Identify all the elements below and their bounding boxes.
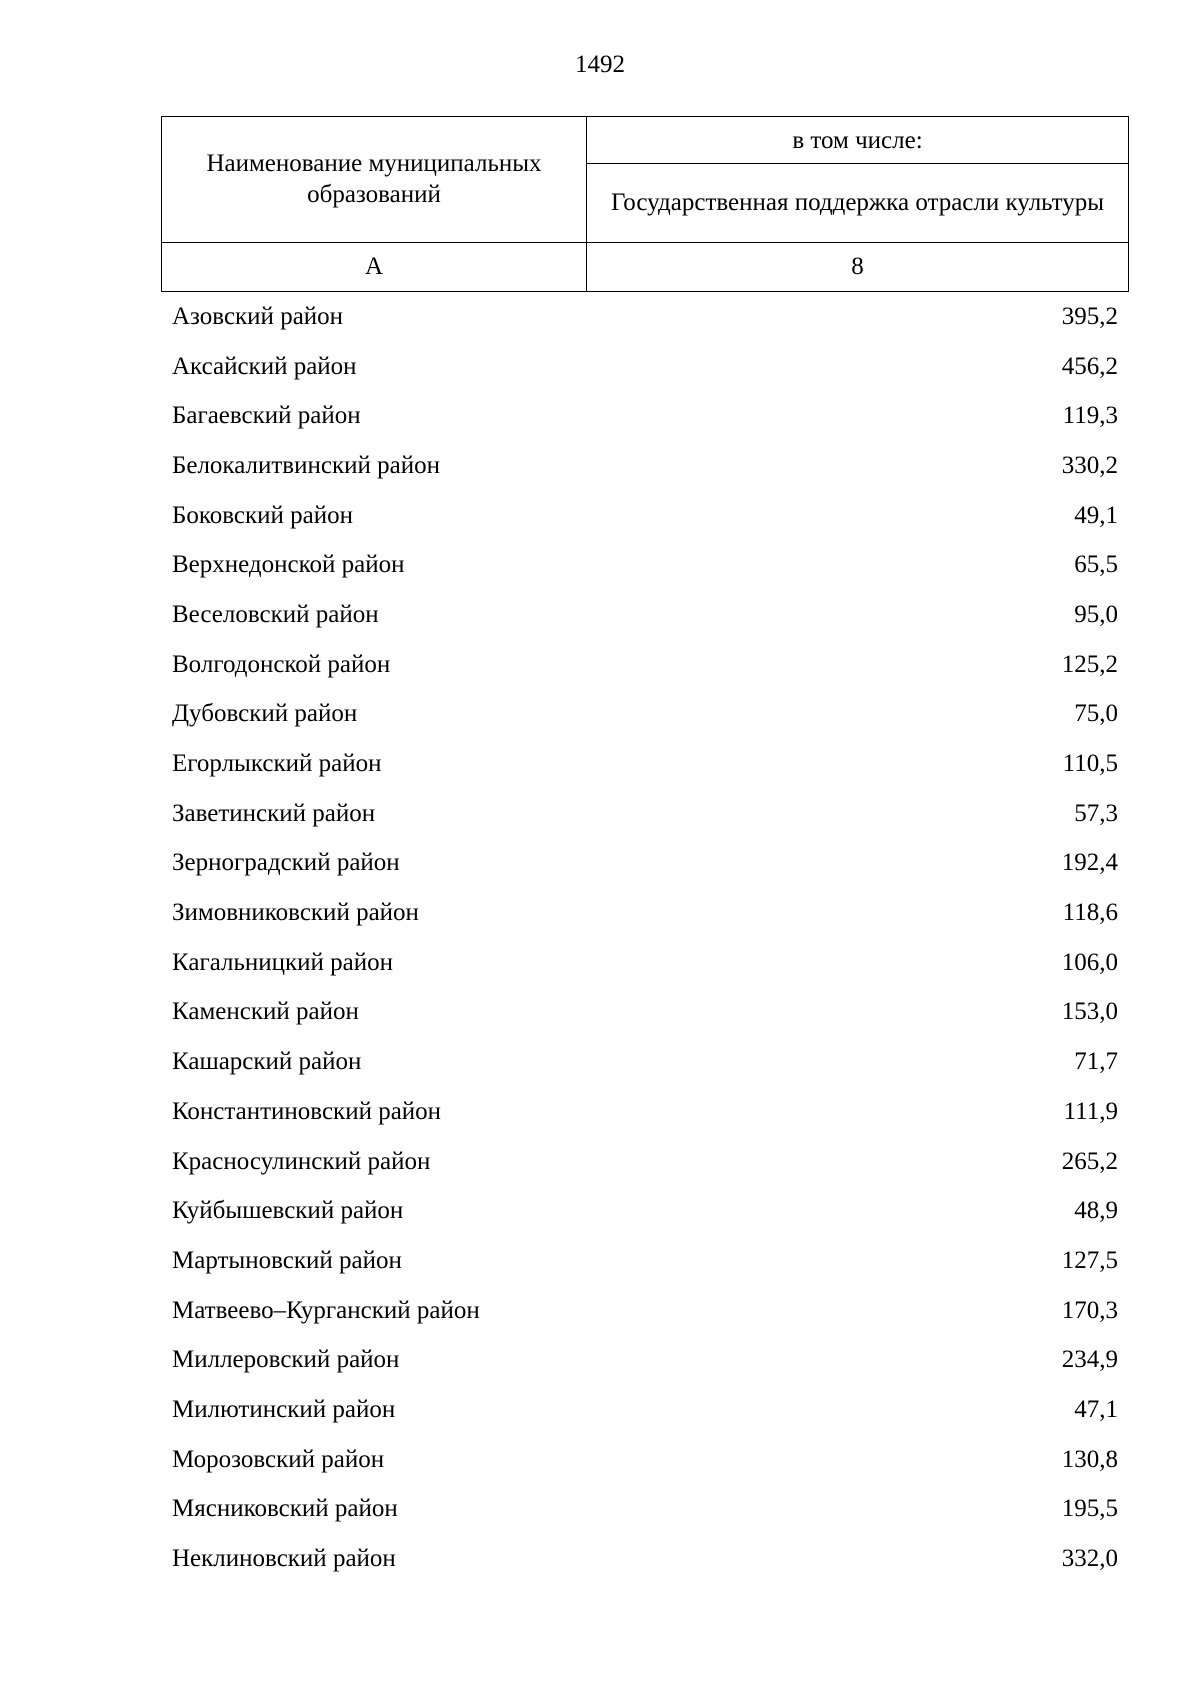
page-number: 1492 <box>575 51 625 78</box>
municipality-name: Кагальницкий район <box>172 948 394 976</box>
table-row <box>161 839 1129 889</box>
table-header <box>161 116 1129 292</box>
culture-support-value: 127,5 <box>1061 1246 1118 1274</box>
municipality-name: Милютинский район <box>172 1395 396 1423</box>
culture-support-value: 234,9 <box>1061 1346 1118 1374</box>
group-header: в том числе: <box>587 117 1129 164</box>
table-row <box>161 1534 1129 1584</box>
table-row <box>161 1137 1129 1187</box>
culture-support-value: 57,3 <box>1074 799 1118 827</box>
table-row <box>161 1236 1129 1286</box>
column-index-8: 8 <box>587 242 1129 291</box>
culture-support-value: 110,5 <box>1062 750 1118 778</box>
municipality-name: Мартыновский район <box>172 1246 402 1274</box>
municipality-name: Белокалитвинский район <box>172 451 440 479</box>
culture-support-value: 75,0 <box>1074 700 1118 728</box>
municipality-name: Каменский район <box>172 998 359 1026</box>
culture-support-value: 95,0 <box>1074 600 1118 628</box>
municipality-name: Зерноградский район <box>172 849 400 877</box>
culture-support-value: 125,2 <box>1061 650 1118 678</box>
municipality-name: Кашарский район <box>172 1048 362 1076</box>
table-row <box>161 640 1129 690</box>
table-row <box>161 1385 1129 1435</box>
municipality-name: Мясниковский район <box>172 1495 398 1523</box>
municipality-name: Морозовский район <box>172 1445 385 1473</box>
table-row <box>161 292 1129 342</box>
culture-support-value: 47,1 <box>1074 1395 1118 1423</box>
table-row <box>161 342 1129 392</box>
table-row <box>161 540 1129 590</box>
data-rows <box>161 292 1129 1584</box>
municipality-name: Миллеровский район <box>172 1346 400 1374</box>
table-row <box>161 938 1129 988</box>
column-index-a: А <box>162 242 587 291</box>
culture-support-value: 170,3 <box>1061 1296 1118 1324</box>
table-row <box>161 1186 1129 1236</box>
municipality-name: Красносулинский район <box>172 1147 431 1175</box>
municipality-name: Верхнедонской район <box>172 551 405 579</box>
municipality-name: Куйбышевский район <box>172 1197 404 1225</box>
municipality-name: Егорлыкский район <box>172 750 382 778</box>
culture-support-value: 192,4 <box>1061 849 1118 877</box>
culture-support-value: 332,0 <box>1061 1545 1118 1573</box>
table-row <box>161 1286 1129 1336</box>
municipality-name: Волгодонской район <box>172 650 391 678</box>
culture-support-value: 119,3 <box>1062 402 1118 430</box>
table-row <box>161 1435 1129 1485</box>
table-row <box>161 739 1129 789</box>
name-column-header: Наименование муниципальных образований <box>162 117 587 243</box>
culture-support-value: 111,9 <box>1063 1097 1118 1125</box>
table-row <box>161 988 1129 1038</box>
municipality-name: Веселовский район <box>172 600 379 628</box>
table-row <box>161 888 1129 938</box>
culture-support-value: 48,9 <box>1074 1197 1118 1225</box>
table-row <box>161 441 1129 491</box>
culture-support-value: 71,7 <box>1074 1048 1118 1076</box>
table-row <box>161 391 1129 441</box>
subcolumn-header: Государственная поддержка отрасли культуры <box>587 164 1129 242</box>
table-row <box>161 590 1129 640</box>
table-row <box>161 1335 1129 1385</box>
culture-support-value: 265,2 <box>1061 1147 1118 1175</box>
culture-support-value: 153,0 <box>1061 998 1118 1026</box>
culture-support-value: 106,0 <box>1061 948 1118 976</box>
table-row <box>161 690 1129 740</box>
municipality-name: Неклиновский район <box>172 1545 396 1573</box>
table-row <box>161 1087 1129 1137</box>
municipality-name: Азовский район <box>172 302 344 330</box>
culture-support-value: 65,5 <box>1074 551 1118 579</box>
culture-support-value: 330,2 <box>1061 451 1118 479</box>
culture-support-value: 456,2 <box>1061 352 1118 380</box>
table-row <box>161 789 1129 839</box>
culture-support-value: 130,8 <box>1061 1445 1118 1473</box>
municipality-name: Заветинский район <box>172 799 376 827</box>
table-row <box>161 1037 1129 1087</box>
municipality-name: Константиновский район <box>172 1097 442 1125</box>
municipality-name: Боковский район <box>172 501 353 529</box>
culture-support-value: 49,1 <box>1074 501 1118 529</box>
culture-support-value: 118,6 <box>1062 899 1118 927</box>
municipality-name: Матвеево–Курганский район <box>172 1296 480 1324</box>
culture-support-value: 195,5 <box>1061 1495 1118 1523</box>
table-row <box>161 1485 1129 1535</box>
table-row <box>161 491 1129 541</box>
municipality-name: Багаевский район <box>172 402 361 430</box>
municipality-name: Дубовский район <box>172 700 358 728</box>
culture-support-value: 395,2 <box>1061 302 1118 330</box>
municipality-name: Аксайский район <box>172 352 357 380</box>
municipality-name: Зимовниковский район <box>172 899 419 927</box>
